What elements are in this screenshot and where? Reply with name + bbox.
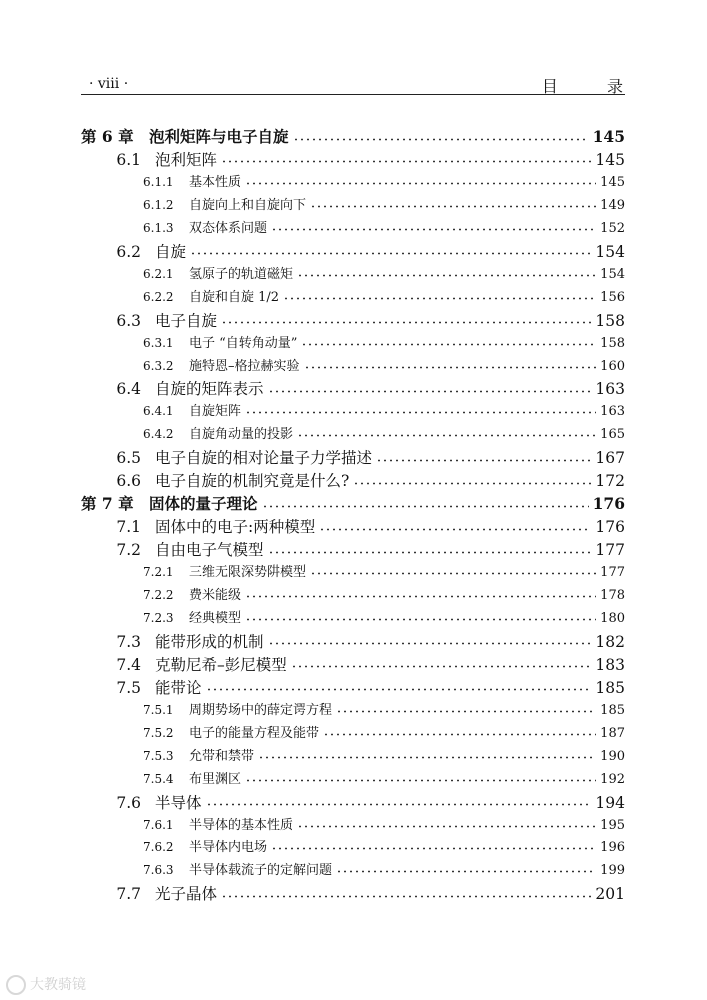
toc-entry-number: 7.7 [116, 885, 141, 904]
toc-entry-section[interactable] [113, 309, 625, 331]
toc-entry-number: 6.4.1 [143, 404, 174, 419]
toc-entry-page: 185 [600, 702, 625, 718]
dot-leader [283, 297, 596, 300]
toc-entry-title: 泡利矩阵与电子自旋 [149, 127, 289, 146]
dot-leader [297, 825, 596, 828]
toc-entry-number: 7.1 [116, 518, 141, 537]
toc-entry-page: 178 [600, 588, 625, 603]
dot-leader [245, 779, 596, 782]
toc-entry-number: 第 6 章 [81, 127, 134, 146]
dot-leader [353, 482, 591, 485]
toc-entry-page: 160 [600, 358, 625, 374]
dot-leader [323, 733, 596, 736]
dot-leader [258, 756, 596, 759]
toc-entry-number: 6.1 [116, 150, 141, 169]
toc-entry-sub[interactable] [143, 355, 625, 374]
toc-entry-title: 自由电子气模型 [155, 541, 264, 560]
toc-entry-page: 177 [600, 565, 625, 581]
dot-leader [297, 434, 596, 437]
toc-entry-title: 固体的量子理论 [149, 494, 258, 514]
dot-leader [245, 595, 596, 598]
toc-entry-title: 费米能级 [189, 588, 242, 603]
toc-entry-number: 7.2.1 [143, 565, 174, 580]
toc-entry-title: 半导体载流子的定解问题 [189, 863, 333, 879]
dot-leader [221, 321, 591, 324]
toc-entry-page: 163 [600, 404, 625, 420]
toc-entry-number: 7.2 [116, 541, 141, 560]
running-title: 目 录 [541, 77, 645, 96]
dot-leader [190, 252, 591, 255]
toc-entry-title: 光子晶体 [155, 885, 218, 904]
toc-entry-page: 165 [600, 427, 625, 443]
toc-entry-page: 158 [600, 335, 625, 351]
dot-leader [376, 459, 591, 462]
toc-entry-title: 允带和禁带 [189, 748, 255, 764]
toc-entry-number: 6.4 [116, 380, 141, 399]
dot-leader [336, 870, 596, 873]
dot-leader [268, 642, 592, 645]
toc-entry-chapter[interactable] [81, 492, 625, 514]
toc-entry-number: 6.3.2 [143, 358, 174, 373]
toc-entry-sub[interactable] [143, 836, 625, 855]
toc-entry-sub[interactable] [143, 194, 625, 213]
dot-leader [319, 528, 591, 531]
toc-entry-page: 154 [600, 266, 625, 282]
toc-entry-section[interactable] [113, 515, 625, 537]
toc-entry-page: 145 [595, 150, 625, 169]
dot-leader [245, 182, 596, 185]
toc-entry-page: 192 [600, 771, 625, 787]
toc-entry-title: 双态体系问题 [189, 220, 268, 236]
toc-entry-page: 185 [595, 678, 625, 697]
toc-entry-number: 7.2.3 [143, 610, 174, 625]
toc-entry-number: 第 7 章 [81, 494, 134, 514]
dot-leader [336, 710, 596, 713]
toc-entry-number: 7.5 [116, 678, 141, 697]
toc-entry-title: 自旋和自旋 1/2 [189, 289, 280, 305]
toc-entry-section[interactable] [113, 676, 625, 698]
toc-entry-sub[interactable] [143, 332, 625, 351]
toc-entry-title: 半导体内电场 [189, 840, 268, 856]
toc-entry-page: 183 [595, 655, 625, 674]
toc-entry-sub[interactable] [143, 584, 625, 603]
dot-leader [245, 618, 596, 621]
toc-entry-number: 6.1.2 [143, 197, 174, 212]
toc-entry-sub[interactable] [143, 217, 625, 236]
dot-leader [271, 847, 596, 850]
toc-entry-sub[interactable] [143, 722, 625, 741]
toc-entry-section[interactable] [113, 791, 625, 813]
dot-leader [301, 343, 596, 346]
toc-entry-title: 能带形成的机制 [155, 632, 264, 651]
toc-entry-number: 6.2.2 [143, 289, 174, 304]
dot-leader [206, 688, 592, 691]
watermark-logo-icon [6, 975, 26, 995]
toc-entry-page: 163 [595, 380, 625, 399]
toc-entry-sub[interactable] [143, 814, 625, 833]
toc-entry-number: 6.6 [116, 472, 141, 491]
toc-entry-title: 半导体 [155, 793, 202, 812]
toc-entry-page: 145 [592, 127, 625, 146]
toc-entry-title: 自旋角动量的投影 [189, 427, 294, 443]
toc-entry-section[interactable] [113, 377, 625, 399]
toc-entry-number: 7.5.4 [143, 771, 174, 786]
toc-entry-number: 6.5 [116, 449, 141, 468]
toc-entry-page: 177 [595, 541, 625, 560]
toc-entry-title: 泡利矩阵 [155, 150, 218, 169]
toc-entry-title: 半导体的基本性质 [189, 817, 294, 833]
toc-entry-page: 190 [600, 748, 625, 764]
dot-leader [268, 390, 592, 393]
toc-entry-title: 经典模型 [189, 610, 242, 626]
toc-entry-page: 156 [600, 289, 625, 305]
dot-leader [206, 803, 592, 806]
toc-entry-page: 196 [600, 840, 625, 856]
toc-entry-page: 158 [595, 311, 625, 330]
toc-entry-chapter[interactable] [81, 125, 625, 147]
toc-entry-number: 7.6.3 [143, 863, 174, 878]
toc-entry-number: 7.6.1 [143, 817, 174, 832]
toc-entry-page: 194 [595, 793, 625, 812]
toc-entry-sub[interactable] [143, 859, 625, 878]
toc-entry-page: 145 [600, 174, 625, 190]
toc-entry-section[interactable] [113, 653, 625, 675]
toc-entry-title: 施特恩–格拉赫实验 [189, 358, 300, 374]
toc-entry-title: 电子 “自转角动量” [189, 335, 298, 351]
toc-entry-title: 自旋向上和自旋向下 [189, 197, 307, 213]
toc-entry-title: 电子自旋的相对论量子力学描述 [155, 449, 373, 468]
toc-entry-title: 布里渊区 [189, 771, 242, 787]
toc-entry-sub[interactable] [143, 768, 625, 787]
toc-entry-number: 6.4.2 [143, 427, 174, 442]
toc-entry-number: 7.5.1 [143, 702, 174, 717]
dot-leader [221, 895, 591, 898]
toc-entry-title: 自旋 [155, 242, 187, 261]
toc-entry-page: 176 [592, 494, 625, 514]
toc-entry-sub[interactable] [143, 745, 625, 764]
dot-leader [268, 551, 592, 554]
toc-entry-page: 187 [600, 725, 625, 741]
toc-entry-section[interactable] [113, 240, 625, 262]
dot-leader [262, 505, 589, 508]
dot-leader [297, 274, 596, 277]
toc-entry-page: 182 [595, 632, 625, 651]
dot-leader [293, 138, 589, 141]
toc-entry-number: 6.3 [116, 311, 141, 330]
toc-entry-title: 三维无限深势阱模型 [189, 565, 307, 581]
toc-entry-number: 7.6.2 [143, 840, 174, 855]
toc-entry-number: 6.3.1 [143, 335, 174, 350]
toc-entry-sub[interactable] [143, 561, 625, 580]
dot-leader [310, 572, 596, 575]
toc-entry-page: 195 [600, 817, 625, 833]
toc-entry-title: 固体中的电子:两种模型 [155, 518, 316, 537]
toc-entry-number: 7.4 [116, 655, 141, 674]
toc-entry-number: 6.2.1 [143, 266, 174, 281]
toc-entry-title: 克勒尼希–彭尼模型 [155, 655, 287, 674]
toc-entry-page: 180 [600, 610, 625, 626]
toc-entry-sub[interactable] [143, 286, 625, 305]
toc-entry-page: 167 [595, 449, 625, 468]
toc-entry-page: 201 [595, 885, 625, 904]
toc-entry-section[interactable] [113, 882, 625, 904]
dot-leader [304, 366, 597, 369]
toc-entry-title: 电子自旋的机制究竟是什么? [155, 472, 350, 491]
toc-entry-sub[interactable] [143, 699, 625, 718]
toc-entry-sub[interactable] [143, 423, 625, 442]
toc-entry-title: 电子的能量方程及能带 [189, 725, 320, 741]
toc-entry-section[interactable] [113, 446, 625, 468]
toc-entry-sub[interactable] [143, 400, 625, 419]
toc-entry-page: 154 [595, 242, 625, 261]
toc-entry-page: 152 [600, 220, 625, 236]
toc-entry-section[interactable] [113, 630, 625, 652]
toc-entry-title: 电子自旋 [155, 311, 218, 330]
watermark [6, 974, 86, 995]
toc-entry-section[interactable] [113, 469, 625, 491]
toc-entry-title: 能带论 [155, 678, 202, 697]
toc-entry-title: 自旋矩阵 [189, 404, 242, 420]
dot-leader [245, 411, 596, 414]
toc-entry-page: 149 [600, 197, 625, 213]
toc-entry-number: 6.2 [116, 242, 141, 261]
page-number: · viii · [89, 76, 129, 92]
toc-entry-page: 176 [595, 518, 625, 537]
toc-entry-title: 基本性质 [189, 174, 242, 190]
watermark-text: 大教骑镜 [30, 977, 86, 993]
toc-entry-section[interactable] [113, 538, 625, 560]
toc-entry-sub[interactable] [143, 607, 625, 626]
toc-entry-section[interactable] [113, 148, 625, 170]
toc-entry-sub[interactable] [143, 263, 625, 282]
toc-entry-title: 周期势场中的薛定谔方程 [189, 702, 333, 718]
toc-entry-title: 自旋的矩阵表示 [155, 380, 264, 399]
dot-leader [271, 228, 596, 231]
toc-entry-page: 199 [600, 863, 625, 879]
toc-entry-sub[interactable] [143, 171, 625, 190]
toc-entry-page: 172 [595, 472, 625, 491]
toc-entry-number: 7.6 [116, 793, 141, 812]
dot-leader [221, 160, 591, 163]
dot-leader [310, 205, 596, 208]
toc-entry-number: 7.3 [116, 632, 141, 651]
toc-entry-title: 氢原子的轨道磁矩 [189, 266, 294, 282]
toc-entry-number: 6.1.3 [143, 220, 174, 235]
dot-leader [291, 665, 592, 668]
toc-entry-number: 7.2.2 [143, 588, 174, 602]
toc-entry-number: 6.1.1 [143, 174, 174, 189]
toc-entry-number: 7.5.3 [143, 748, 174, 763]
toc-entry-number: 7.5.2 [143, 725, 174, 740]
